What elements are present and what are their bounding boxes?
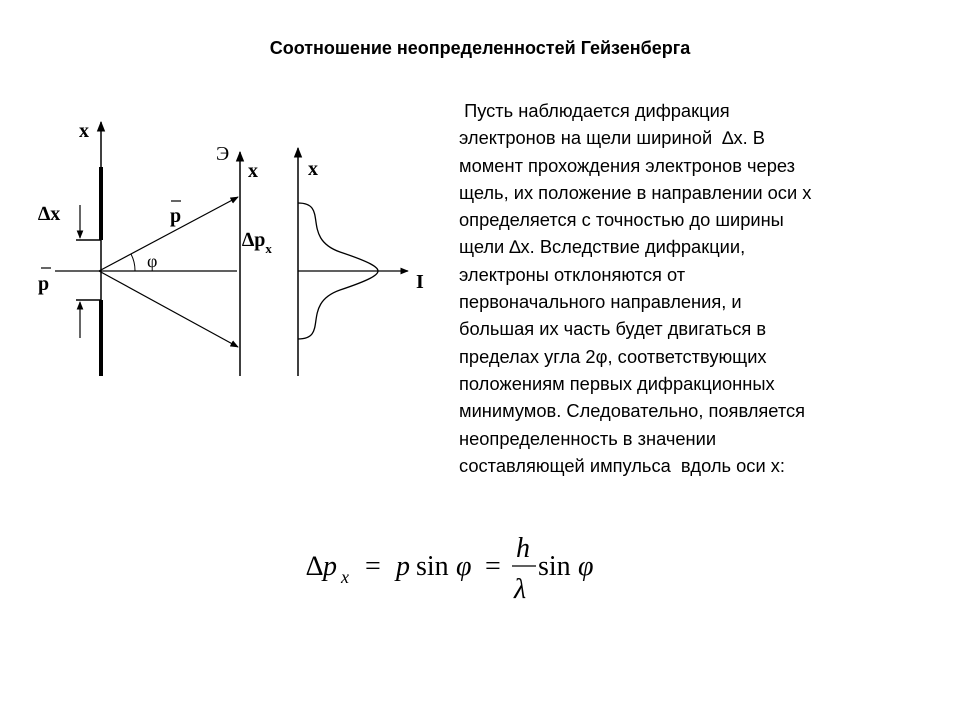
text-line: электроны отклоняются от — [459, 263, 686, 285]
dpx-main: ∆p — [242, 229, 266, 251]
slide-title: Соотношение неопределенностей Гейзенберга — [269, 38, 691, 58]
diffraction-diagram — [0, 110, 440, 390]
formula-sin-rhs: sin — [538, 551, 571, 582]
dx-label: ∆x — [38, 203, 61, 225]
formula-delta: ∆ — [306, 551, 324, 582]
text-line: пределах угла 2φ, соответствующих — [459, 345, 767, 367]
text-line: Пусть наблюдается дифракция — [459, 100, 730, 121]
screen-x-label: x — [248, 160, 258, 182]
intensity-label: I — [416, 271, 424, 293]
text-line: определяется с точностью до ширины — [459, 209, 784, 231]
text-line: большая их часть будет двигаться в — [459, 318, 767, 340]
formula-denominator: λ — [514, 574, 527, 605]
explanation-text — [459, 97, 929, 479]
formula-sin-mid: sin — [416, 551, 449, 582]
deflected-ray-up — [99, 197, 238, 271]
text-line: составляющей импульса вдоль оси x: — [459, 454, 785, 476]
formula-equals-1: = — [365, 551, 381, 582]
screen-label: Э — [216, 143, 230, 165]
text-line: положениям первых дифракционных — [459, 372, 775, 394]
text-line: щель, их положение в направлении оси x — [459, 181, 812, 203]
formula-p-lhs: p — [323, 551, 337, 582]
formula-p-mid: p — [396, 551, 410, 582]
angle-arc — [131, 254, 135, 271]
text-line: электронов на щели шириной ∆x. В — [459, 127, 765, 149]
deflected-ray-down — [99, 271, 238, 347]
formula-numerator: h — [516, 533, 530, 564]
text-line: неопределенность в значении — [459, 427, 717, 449]
text-line: минимумов. Следовательно, появляется — [459, 400, 806, 422]
vector-p-label: p — [170, 205, 182, 227]
phi-label: φ — [147, 251, 158, 271]
formula-sub-x: x — [341, 567, 349, 587]
text-line: первоначального направления, и — [459, 291, 742, 313]
dpx-label — [242, 229, 272, 256]
slit-x-label: x — [79, 120, 89, 142]
intensity-x-label: x — [308, 158, 318, 180]
text-line: момент прохождения электронов через — [459, 154, 796, 176]
formula-phi-rhs: φ — [578, 551, 594, 582]
uncertainty-formula — [300, 525, 620, 615]
formula-phi-mid: φ — [456, 551, 472, 582]
formula-equals-2: = — [485, 551, 501, 582]
dpx-subscript: x — [265, 241, 272, 256]
momentum-label: p — [38, 273, 50, 295]
text-line: щели ∆x. Вследствие дифракции, — [459, 236, 746, 258]
